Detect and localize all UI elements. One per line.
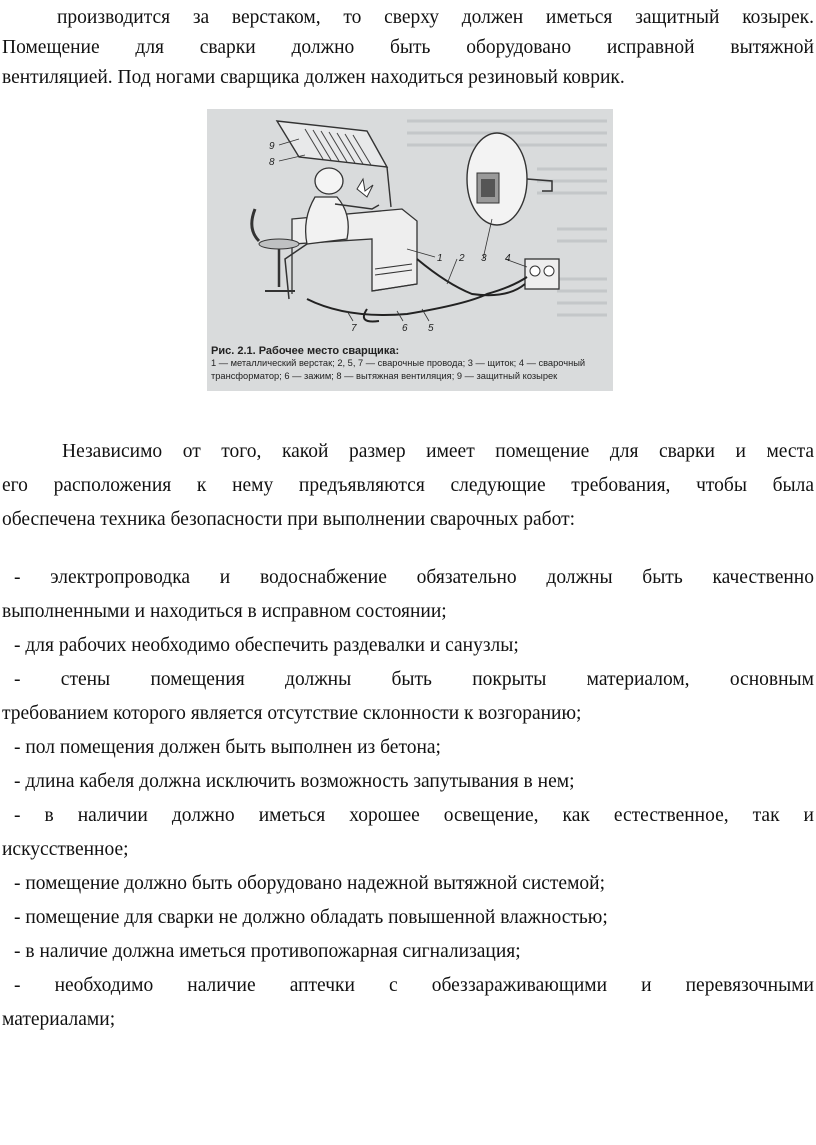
list-item: - необходимо наличие аптечки с обеззараживающими и перевязочными [14, 975, 814, 996]
figure-label: 8 [269, 157, 275, 168]
top-paragraph [2, 3, 814, 93]
list-item: - длина кабеля должна исключить возможность запутывания в нем; [14, 771, 575, 792]
list-item: - помещение для сварки не должно обладать повышенной влажностью; [14, 907, 608, 928]
list-item-continuation: материалами; [2, 1009, 116, 1030]
list-item: - помещение должно быть оборудовано надежной вытяжной системой; [14, 873, 606, 894]
list-item: - электропроводка и водоснабжение обязательно должны быть качественно [14, 567, 814, 588]
list-item-continuation: искусственное; [2, 839, 129, 860]
text-line: Помещение для сварки должно быть оборудовано исправной вытяжной [2, 37, 814, 58]
figure-caption [211, 345, 611, 383]
list-item: - пол помещения должен быть выполнен из бетона; [14, 737, 441, 758]
text-line: его расположения к нему предъявляются следующие требования, чтобы была [2, 475, 814, 496]
figure-legend-line: 1 — металлический верстак; 2, 5, 7 — сварочные провода; 3 — щиток; 4 — сварочный [211, 358, 586, 368]
figure-legend-line: трансформатор; 6 — зажим; 8 — вытяжная вентиляция; 9 — защитный козырек [211, 371, 558, 381]
figure-title: Рис. 2.1. Рабочее место сварщика: [211, 345, 400, 357]
list-item-continuation: выполненными и находиться в исправном состоянии; [2, 601, 447, 622]
text-line: обеспечена техника безопасности при выполнении сварочных работ: [2, 509, 576, 530]
text-line: производится за верстаком, то сверху должен иметься защитный козырек. [57, 7, 814, 28]
welder-workplace-figure [207, 109, 613, 391]
intro-paragraph [2, 435, 814, 537]
list-item: - в наличие должна иметься противопожарная сигнализация; [14, 941, 521, 962]
text-line: Независимо от того, какой размер имеет помещение для сварки и места [62, 441, 814, 462]
requirements-list [2, 561, 814, 1037]
figure-label: 9 [269, 141, 275, 152]
list-item: - для рабочих необходимо обеспечить раздевалки и санузлы; [14, 635, 519, 656]
text-line: вентиляцией. Под ногами сварщика должен находиться резиновый коврик. [2, 67, 625, 88]
list-item: - стены помещения должны быть покрыты материалом, основным [14, 669, 814, 690]
figure-label: 7 [351, 323, 357, 334]
figure-label: 3 [481, 253, 487, 264]
figure-label: 2 [459, 253, 465, 264]
list-item-continuation: требованием которого является отсутствие склонности к возгоранию; [2, 703, 582, 724]
figure-label: 6 [402, 323, 408, 334]
figure-label: 5 [428, 323, 434, 334]
figure-label: 1 [437, 253, 443, 264]
figure-label: 4 [505, 253, 511, 264]
list-item: - в наличии должно иметься хорошее освещение, как естественное, так и [14, 805, 814, 826]
